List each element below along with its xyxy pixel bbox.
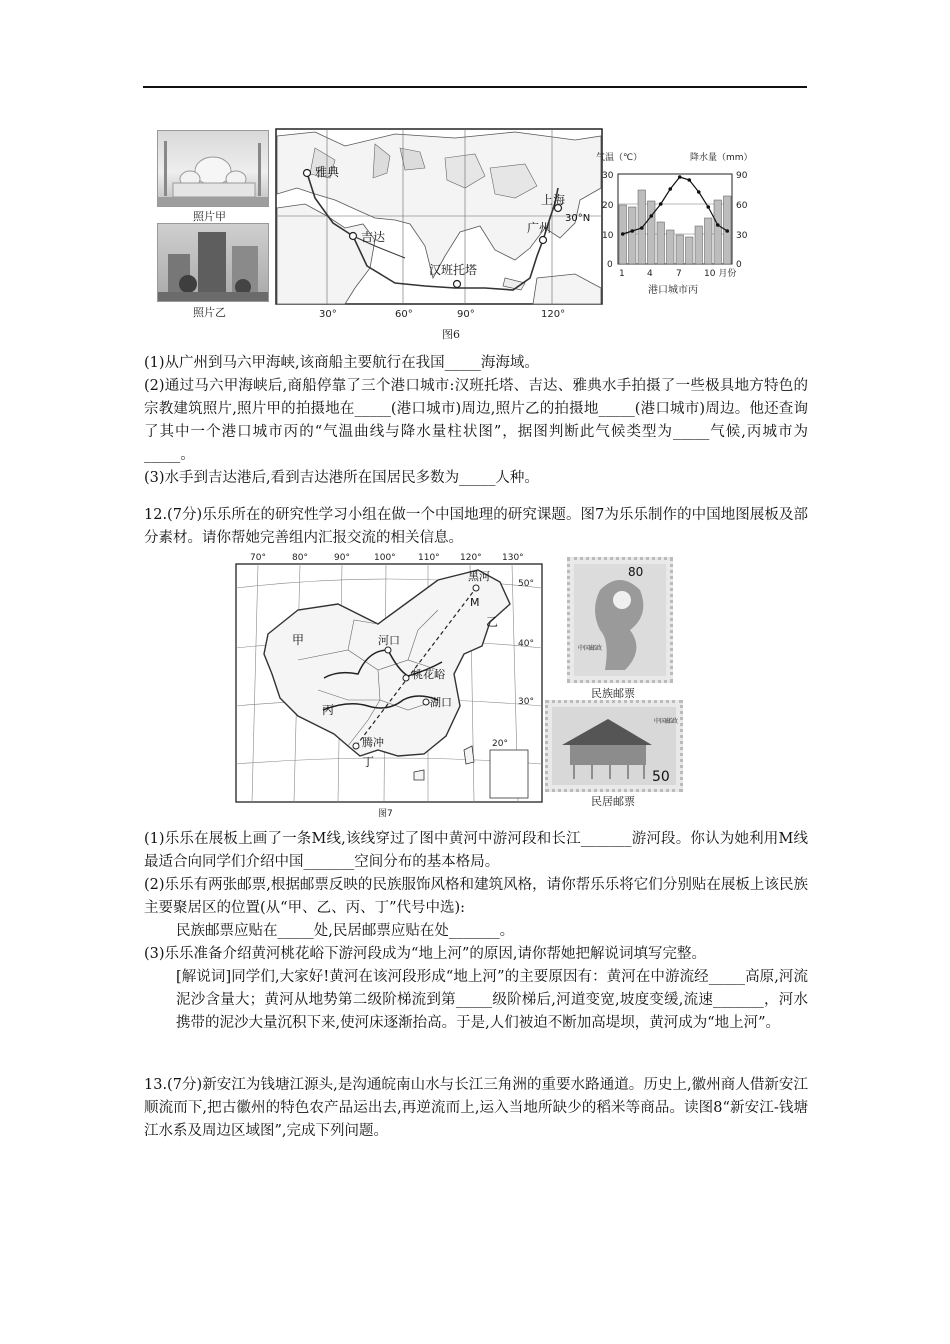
precip-bar-6 xyxy=(667,230,675,264)
temp-tick-30: 30 xyxy=(602,171,614,181)
label-30n: 30°N xyxy=(565,213,591,224)
taohuayu-marker xyxy=(403,675,409,681)
lon-tick-60: 60° xyxy=(395,309,413,320)
dwelling-stamp-art xyxy=(548,703,680,789)
lat-tick-50: 50° xyxy=(518,579,534,589)
q12-questions-block xyxy=(144,828,808,1035)
climate-title: 港口城市丙 xyxy=(648,285,698,296)
q12-part2: (2)乐乐有两张邮票,根据邮票反映的民族服饰风格和建筑风格，请你帮乐乐将它们分别贴在展板上该民族主要聚居区的位置(从“甲、乙、丙、丁”代号中选): xyxy=(144,877,808,916)
precip-bar-2 xyxy=(629,207,637,264)
label-heihe: 黑河 xyxy=(468,570,490,583)
label-ding: 丁 xyxy=(362,755,375,769)
photo-yi-temple xyxy=(157,223,269,302)
q13-block xyxy=(144,1074,808,1143)
china-map xyxy=(228,550,548,822)
lon-tick-120: 120° xyxy=(541,309,566,320)
temp-point-8 xyxy=(687,178,691,182)
photo-jia-caption: 照片甲 xyxy=(193,210,226,223)
q13-intro: 13.(7分)新安江为钱塘江源头,是沟通皖南山水与长江三角洲的重要水路通道。历史上,徽州商人借新安江顺流而下,把古徽州的特色农产品运出去,再逆流而上,运入当地所缺少的稻米等商品。读图8“新安江-钱塘江水系及周边区域图”,完成下列问题。 xyxy=(144,1077,808,1139)
ethnic-stamp xyxy=(567,557,673,683)
q12-part3: (3)乐乐准备介绍黄河桃花峪下游河段成为“地上河”的原因,请你帮她把解说词填写完整。 xyxy=(144,946,706,962)
label-hambantota: 汉班托塔 xyxy=(429,263,478,277)
lon-tick-90: 90° xyxy=(457,309,475,320)
temp-point-10 xyxy=(706,205,710,209)
hainan-island xyxy=(414,770,424,780)
label-athens: 雅典 xyxy=(315,165,340,179)
label-tengchong: 腾冲 xyxy=(362,736,384,749)
fig6-caption: 图6 xyxy=(442,328,460,341)
lon-tick-80: 80° xyxy=(292,553,308,563)
precip-tick-90: 90 xyxy=(736,171,748,181)
label-yi: 乙 xyxy=(486,615,499,629)
hekou-marker xyxy=(385,647,391,653)
lon-tick-130: 130° xyxy=(502,553,524,563)
precip-bar-8 xyxy=(686,237,694,264)
temp-point-7 xyxy=(678,175,682,179)
lon-tick-110: 110° xyxy=(418,553,440,563)
q12-part3-commentary: [解说词]同学们,大家好!黄河在该河段形成“地上河”的主要原因有：黄河在中游流经_____高原,河流泥沙含量大；黄河从地势第二级阶梯流到第_____级阶梯后,河道变宽,坡度变缓,流速_______，河水携带的泥沙大量沉积下来,使河床逐渐抬高。于是,人们被迫不断加高堤坝，黄河成为“地上河”。 xyxy=(176,969,808,1031)
ethnic-stamp-post: 中国邮政 xyxy=(578,645,603,652)
photo-yi-caption: 照片乙 xyxy=(193,306,226,319)
temp-tick-20: 20 xyxy=(602,201,614,211)
lon-tick-100: 100° xyxy=(374,553,396,563)
temp-tick-10: 10 xyxy=(602,231,614,241)
temp-point-2 xyxy=(630,229,634,233)
precip-bar-11 xyxy=(714,200,722,264)
south-china-sea-inset xyxy=(490,750,528,798)
precip-tick-30: 30 xyxy=(736,231,748,241)
port-guangzhou-marker xyxy=(540,237,547,244)
q12-intro-block xyxy=(144,504,808,550)
header-rule xyxy=(143,86,807,88)
temp-point-4 xyxy=(649,214,653,218)
label-jia: 甲 xyxy=(292,633,305,647)
temp-point-12 xyxy=(725,229,729,233)
precip-bar-5 xyxy=(657,222,665,264)
hukou-marker xyxy=(423,699,429,705)
ethnic-stamp-value: 80 xyxy=(628,565,644,579)
q11-part1: (1)从广州到马六甲海峡,该商船主要航行在我国_____海海域。 xyxy=(144,355,539,371)
lon-tick-120: 120° xyxy=(460,553,482,563)
label-guangzhou: 广州 xyxy=(527,221,552,235)
photo-jia-mosque xyxy=(157,130,269,207)
heihe-marker xyxy=(473,585,479,591)
precip-axis-label: 降水量（mm） xyxy=(690,153,753,163)
q12-part2-answer: 民族邮票应贴在_____处,民居邮票应贴在处_______。 xyxy=(176,923,515,939)
precip-tick-60: 60 xyxy=(736,201,748,211)
ethnic-stamp-art xyxy=(570,560,670,680)
label-bing: 丙 xyxy=(322,703,335,717)
ethnic-stamp-caption: 民族邮票 xyxy=(591,687,635,700)
precip-bar-10 xyxy=(705,218,713,264)
q12-part1: (1)乐乐在展板上画了一条M线,该线穿过了图中黄河中游河段和长江_______游河段。你认为她利用M线最适合向同学们介绍中国_______空间分布的基本格局。 xyxy=(144,831,808,870)
precip-bar-7 xyxy=(676,235,684,264)
lat-tick-40: 40° xyxy=(518,639,534,649)
q11-block xyxy=(144,352,808,490)
temp-tick-0: 0 xyxy=(607,260,613,270)
china-map-caption: 图7 xyxy=(378,809,393,819)
label-jeddah: 吉达 xyxy=(361,230,386,244)
temp-point-9 xyxy=(697,190,701,194)
lat-tick-30: 30° xyxy=(518,697,534,707)
dwelling-stamp-post: 中国邮政 xyxy=(654,718,679,725)
temp-point-3 xyxy=(640,226,644,230)
lon-tick-30: 30° xyxy=(319,309,337,320)
label-hekou: 河口 xyxy=(378,634,400,647)
port-jeddah-marker xyxy=(350,233,357,240)
temp-point-6 xyxy=(668,187,672,191)
precip-bar-4 xyxy=(648,201,656,264)
dwelling-stamp xyxy=(545,700,683,792)
dwelling-stamp-caption: 民居邮票 xyxy=(591,795,635,808)
temp-point-5 xyxy=(659,202,663,206)
lon-tick-70: 70° xyxy=(250,553,266,563)
mosque-illustration xyxy=(158,131,268,206)
precip-tick-0: 0 xyxy=(736,260,742,270)
port-hambantota-marker xyxy=(454,281,461,288)
temp-point-1 xyxy=(621,232,625,236)
dwelling-stamp-value: 50 xyxy=(652,769,670,785)
label-m: M xyxy=(470,596,480,609)
lon-tick-90: 90° xyxy=(334,553,350,563)
q11-part2: (2)通过马六甲海峡后,商船停靠了三个港口城市:汉班托塔、吉达、雅典水手拍摄了一些极具地方特色的宗教建筑照片,照片甲的拍摄地在_____(港口城市)周边,照片乙的拍摄地_____(港口城市)周边。他还查询了其中一个港口城市丙的“气温曲线与降水量柱状图”，据图判断此气候类型为_____气候,丙城市为_____。 xyxy=(144,378,808,463)
month-tick-1: 1 xyxy=(619,269,625,279)
label-hukou: 湖口 xyxy=(430,696,452,709)
port-athens-marker xyxy=(304,170,311,177)
lat-tick-20: 20° xyxy=(492,739,508,749)
tengchong-marker xyxy=(353,743,359,749)
temple-illustration xyxy=(158,224,268,301)
precip-bar-9 xyxy=(695,226,703,264)
climate-chart xyxy=(592,150,762,300)
month-tick-7: 7 xyxy=(676,269,682,279)
q11-part3: (3)水手到吉达港后,看到吉达港所在国居民多数为_____人种。 xyxy=(144,470,539,486)
temp-point-11 xyxy=(716,223,720,227)
route-map xyxy=(275,128,605,320)
q12-intro: 12.(7分)乐乐所在的研究性学习小组在做一个中国地理的研究课题。图7为乐乐制作的中国地图展板及部分素材。请你帮她完善组内汇报交流的相关信息。 xyxy=(144,507,808,546)
label-shanghai: 上海 xyxy=(541,193,566,207)
month-tick-4: 4 xyxy=(647,269,653,279)
temp-axis-label: 气温（℃） xyxy=(596,153,643,163)
month-tick-10: 10 月份 xyxy=(704,269,737,279)
label-taohuayu: 桃花峪 xyxy=(412,668,445,681)
